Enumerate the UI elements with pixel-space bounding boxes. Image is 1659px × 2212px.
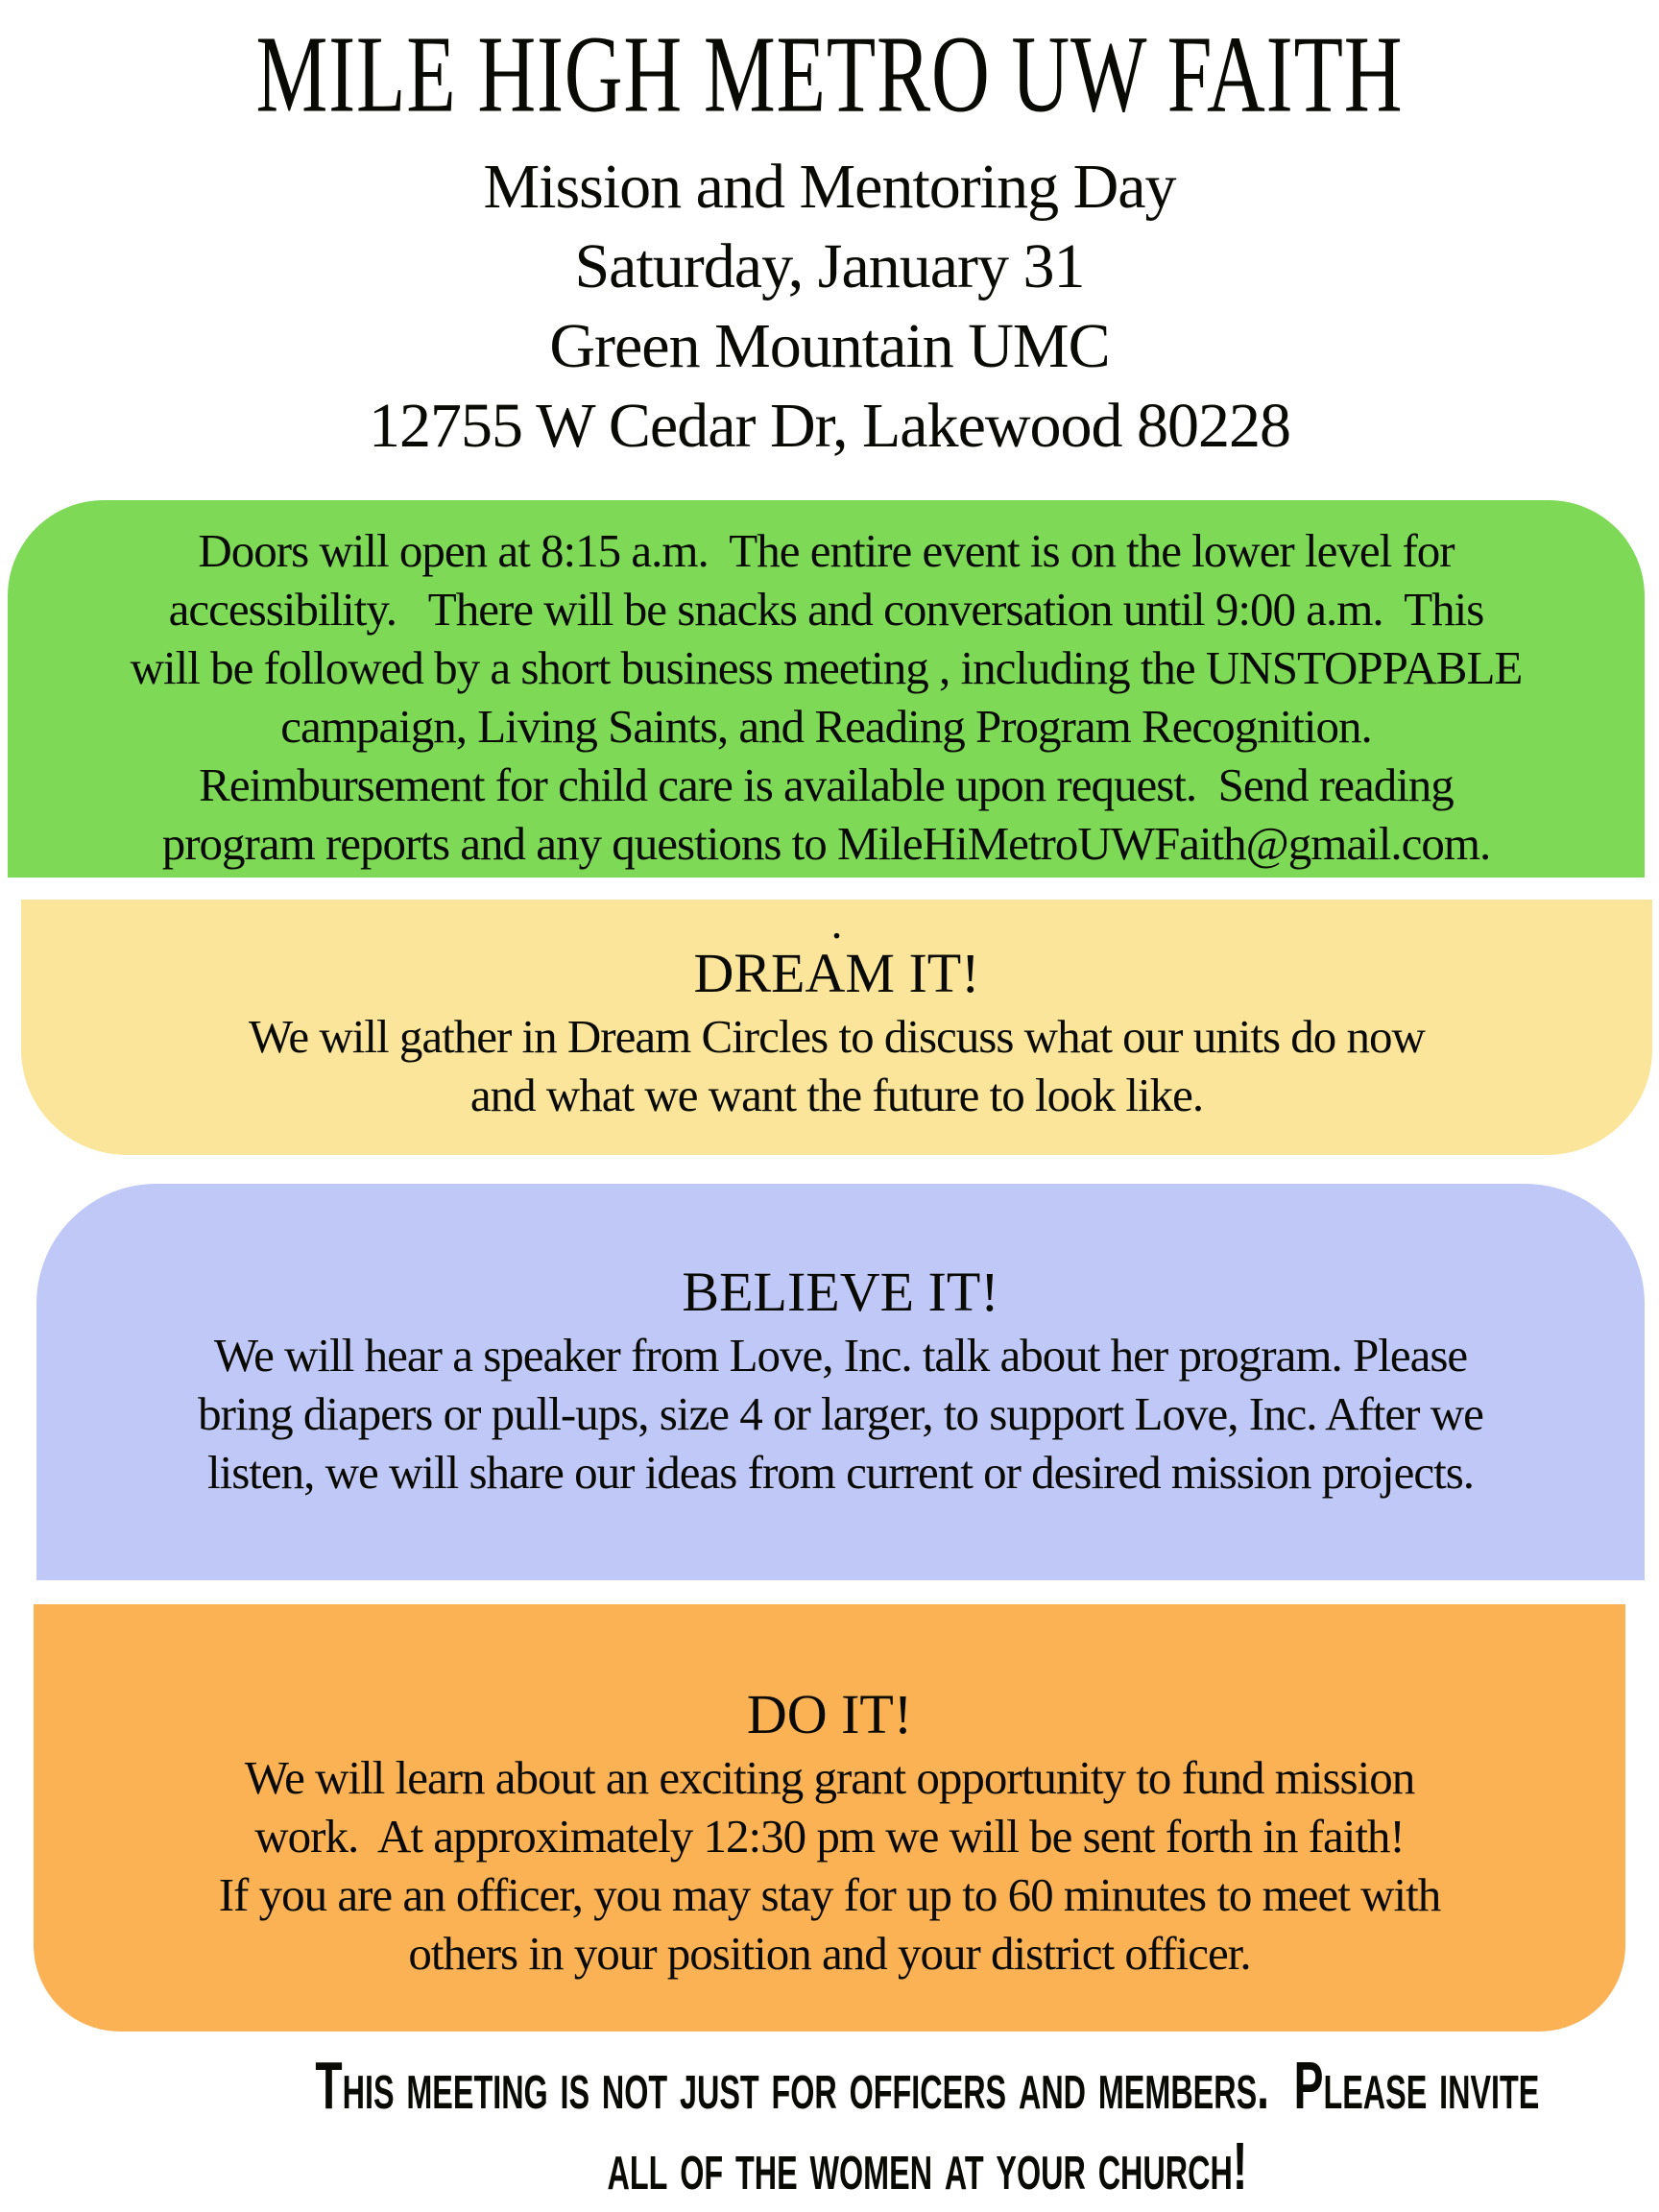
dream-it-line: and what we want the future to look like. — [469, 1069, 1204, 1121]
dream-it-line: We will gather in Dream Circles to discuss what our units do now — [249, 1010, 1425, 1063]
do-it-heading: DO IT! — [746, 1683, 913, 1745]
event-venue: Green Mountain UMC — [549, 311, 1110, 381]
event-details — [0, 147, 1659, 466]
believe-it-heading: BELIEVE IT! — [682, 1261, 999, 1323]
page-title-text: MILE HIGH METRO UW FAITH — [255, 13, 1404, 135]
logistics-line: accessibility. There will be snacks and conversation until 9:00 a.m. This — [168, 583, 1484, 636]
believe-it-line: We will hear a speaker from Love, Inc. talk about her program. Please — [213, 1329, 1468, 1382]
event-name: Mission and Mentoring Day — [483, 152, 1176, 222]
logistics-line: program reports and any questions to MileHiMetroUWFaith@gmail.com. — [161, 817, 1491, 870]
believe-it-line: bring diapers or pull-ups, size 4 or larger, to support Love, Inc. After we — [198, 1387, 1483, 1440]
event-date: Saturday, January 31 — [574, 231, 1085, 301]
footer-callout — [0, 2045, 1659, 2206]
logistics-line: Doors will open at 8:15 a.m. The entire event is on the lower level for — [198, 524, 1455, 577]
page-title — [0, 13, 1659, 135]
do-it-line: others in your position and your district officer. — [408, 1927, 1251, 1980]
event-address: 12755 W Cedar Dr, Lakewood 80228 — [368, 391, 1291, 461]
do-it-line: We will learn about an exciting grant opportunity to fund mission — [244, 1751, 1415, 1804]
footer-callout-line: all of the women at your church! — [607, 2128, 1248, 2203]
do-it-line: If you are an officer, you may stay for up to 60 minutes to meet with — [218, 1868, 1441, 1921]
footer-callout-line: This meeting is not just for officers and members. Please invite — [315, 2048, 1540, 2123]
logistics-box — [8, 500, 1645, 878]
logistics-line: will be followed by a short business meeting , including the UNSTOPPABLE — [130, 641, 1523, 694]
believe-it-line: listen, we will share our ideas from current or desired mission projects. — [206, 1446, 1475, 1499]
logistics-line: Reimbursement for child care is available upon request. Send reading — [199, 758, 1454, 811]
dream-it-box — [21, 900, 1652, 1155]
do-it-box — [34, 1604, 1625, 2032]
dream-it-heading: DREAM IT! — [693, 942, 980, 1004]
footer-callout-text — [315, 2045, 1539, 2206]
believe-it-box — [36, 1184, 1645, 1580]
stray-period: . — [830, 898, 843, 949]
do-it-line: work. At approximately 12:30 pm we will be sent forth in faith! — [254, 1810, 1405, 1863]
logistics-line: campaign, Living Saints, and Reading Program Recognition. — [280, 700, 1372, 753]
